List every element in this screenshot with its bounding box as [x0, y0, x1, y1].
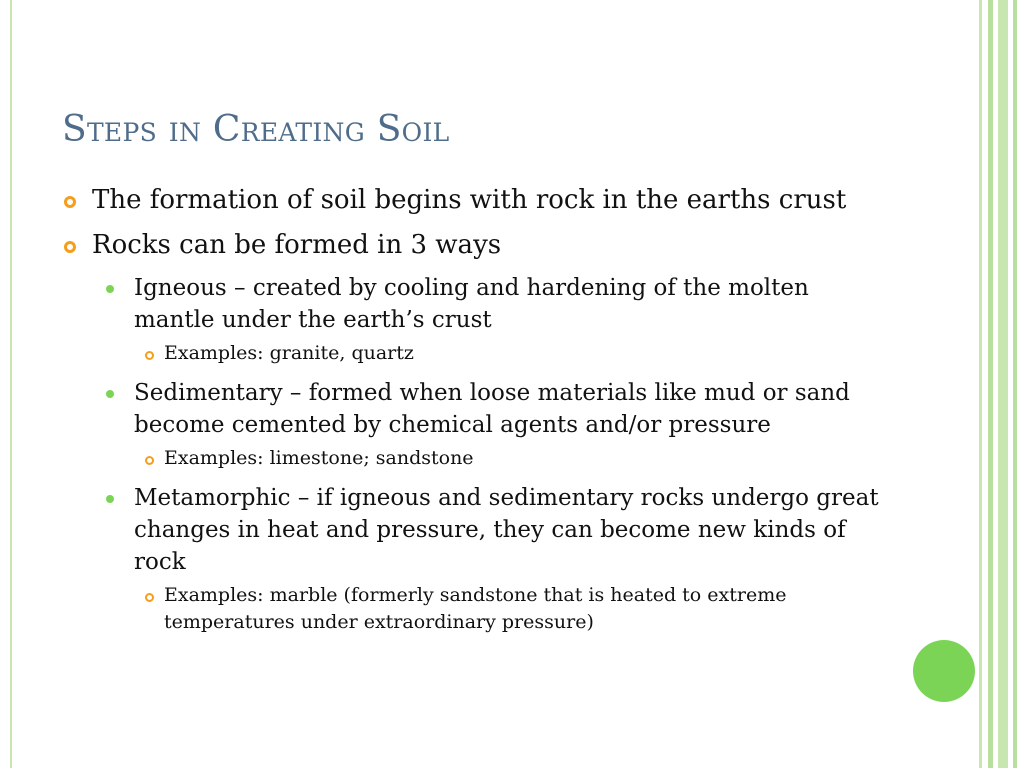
example-text: Examples: granite, quartz: [164, 342, 414, 364]
slide-title: Steps in Creating Soil: [62, 109, 450, 150]
example-item: [62, 340, 892, 367]
dot-bullet-icon: [106, 285, 114, 293]
bullet-item: [62, 182, 892, 219]
sub-bullet-item: [62, 482, 892, 578]
ring-bullet-icon: [64, 241, 76, 253]
frame-line-right-3: [998, 0, 1008, 768]
sub-bullet-item: [62, 377, 892, 441]
example-item: [62, 582, 892, 636]
frame-line-right-1: [979, 0, 982, 768]
ring-bullet-icon: [145, 351, 154, 360]
slide-body: [62, 182, 892, 646]
green-circle-decoration: [913, 640, 975, 702]
ring-bullet-icon: [64, 196, 76, 208]
bullet-item: [62, 227, 892, 264]
dot-bullet-icon: [106, 495, 114, 503]
frame-line-right-2: [988, 0, 993, 768]
dot-bullet-icon: [106, 390, 114, 398]
ring-bullet-icon: [145, 593, 154, 602]
example-text: Examples: marble (formerly sandstone that is heated to extreme temperatures under extraordinary pressure): [164, 584, 787, 633]
sub-bullet-text: Igneous – created by cooling and hardening of the molten mantle under the earth’s crust: [134, 275, 809, 333]
sub-bullet-item: [62, 272, 892, 336]
sub-bullet-text: Metamorphic – if igneous and sedimentary rocks undergo great changes in heat and pressure, they can become new kinds of rock: [134, 485, 879, 575]
ring-bullet-icon: [145, 456, 154, 465]
sub-bullet-text: Sedimentary – formed when loose materials like mud or sand become cemented by chemical agents and/or pressure: [134, 380, 850, 438]
bullet-text: The formation of soil begins with rock in the earths crust: [92, 185, 847, 215]
bullet-text: Rocks can be formed in 3 ways: [92, 230, 502, 260]
frame-line-left: [10, 0, 12, 768]
example-item: [62, 445, 892, 472]
frame-line-right-4: [1013, 0, 1017, 768]
example-text: Examples: limestone; sandstone: [164, 447, 474, 469]
